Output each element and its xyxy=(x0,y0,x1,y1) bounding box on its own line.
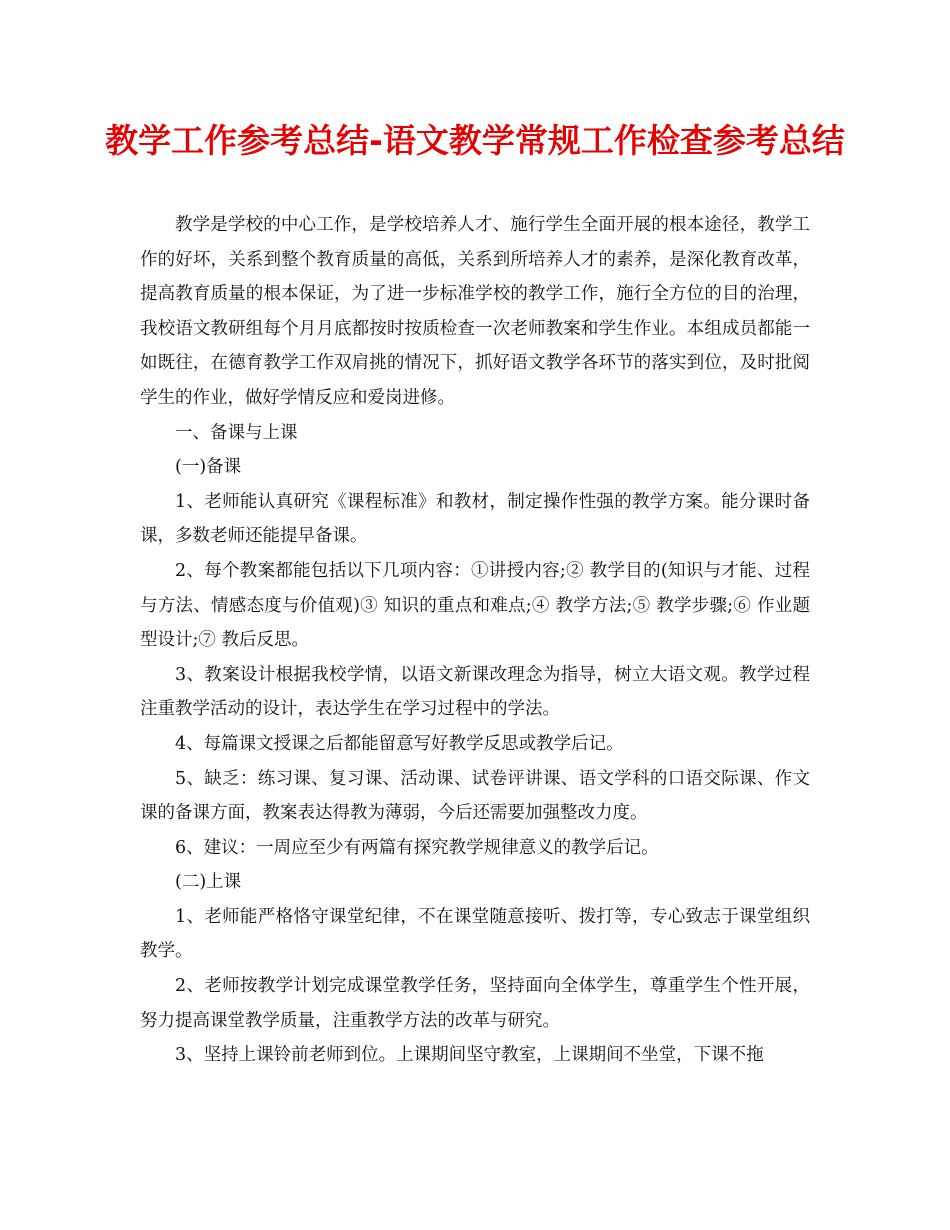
list-item-prep-6: 6、建议：一周应至少有两篇有探究教学规律意义的教学后记。 xyxy=(175,837,659,858)
intro-paragraph: 教学是学校的中心工作，是学校培养人才、施行学生全面开展的根本途径，教学工作的好坏，关系到整个教育质量的高低，关系到所培养人才的素养，是深化教育改革，提高教育质量的根本保证，为了进一步标准学校的教学工作，施行全方位的目的治理，我校语文教研组每个月月底都按时按质检查一次老师教案和学生作业。本组成员都能一如既往，在德育教学工作双肩挑的情况下，抓好语文教学各环节的落实到位，及时批阅学生的作业，做好学情反应和爱岗进修。 xyxy=(140,215,810,408)
list-item-prep-1: 1、老师能认真研究《课程标准》和教材，制定操作性强的教学方案。能分课时备课，多数老师还能提早备课。 xyxy=(140,491,810,547)
list-item-prep-2: 2、每个教案都能包括以下几项内容：①讲授内容;② 教学目的(知识与才能、过程与方法、情感态度与价值观)③ 知识的重点和难点;④ 教学方法;⑤ 教学步骤;⑥ 作业题型设计;⑦ 教后反思。 xyxy=(140,560,810,651)
subsection-heading-lesson-prep: (一)备课 xyxy=(175,457,242,478)
document-title: 教学工作参考总结-语文教学常规工作检查参考总结 xyxy=(105,121,845,160)
list-item-prep-3: 3、教案设计根据我校学情，以语文新课改理念为指导，树立大语文观。教学过程注重教学活动的设计，表达学生在学习过程中的学法。 xyxy=(140,664,810,720)
subsection-heading-teaching: (二)上课 xyxy=(175,872,242,893)
document-body xyxy=(140,208,810,1073)
list-item-prep-4: 4、每篇课文授课之后都能留意写好教学反思或教学后记。 xyxy=(175,733,624,754)
section-heading-lesson-prep-and-teaching: 一、备课与上课 xyxy=(175,422,298,443)
list-item-teaching-1: 1、老师能严格恪守课堂纪律，不在课堂随意接听、拨打等，专心致志于课堂组织教学。 xyxy=(140,906,810,962)
list-item-prep-5: 5、缺乏：练习课、复习课、活动课、试卷评讲课、语文学科的口语交际课、作文课的备课方面，教案表达得教为薄弱，今后还需要加强整改力度。 xyxy=(140,768,810,824)
list-item-teaching-3: 3、坚持上课铃前老师到位。上课期间坚守教室，上课期间不坐堂，下课不拖 xyxy=(175,1045,764,1066)
list-item-teaching-2: 2、老师按教学计划完成课堂教学任务，坚持面向全体学生，尊重学生个性开展，努力提高课堂教学质量，注重教学方法的改革与研究。 xyxy=(140,976,810,1031)
